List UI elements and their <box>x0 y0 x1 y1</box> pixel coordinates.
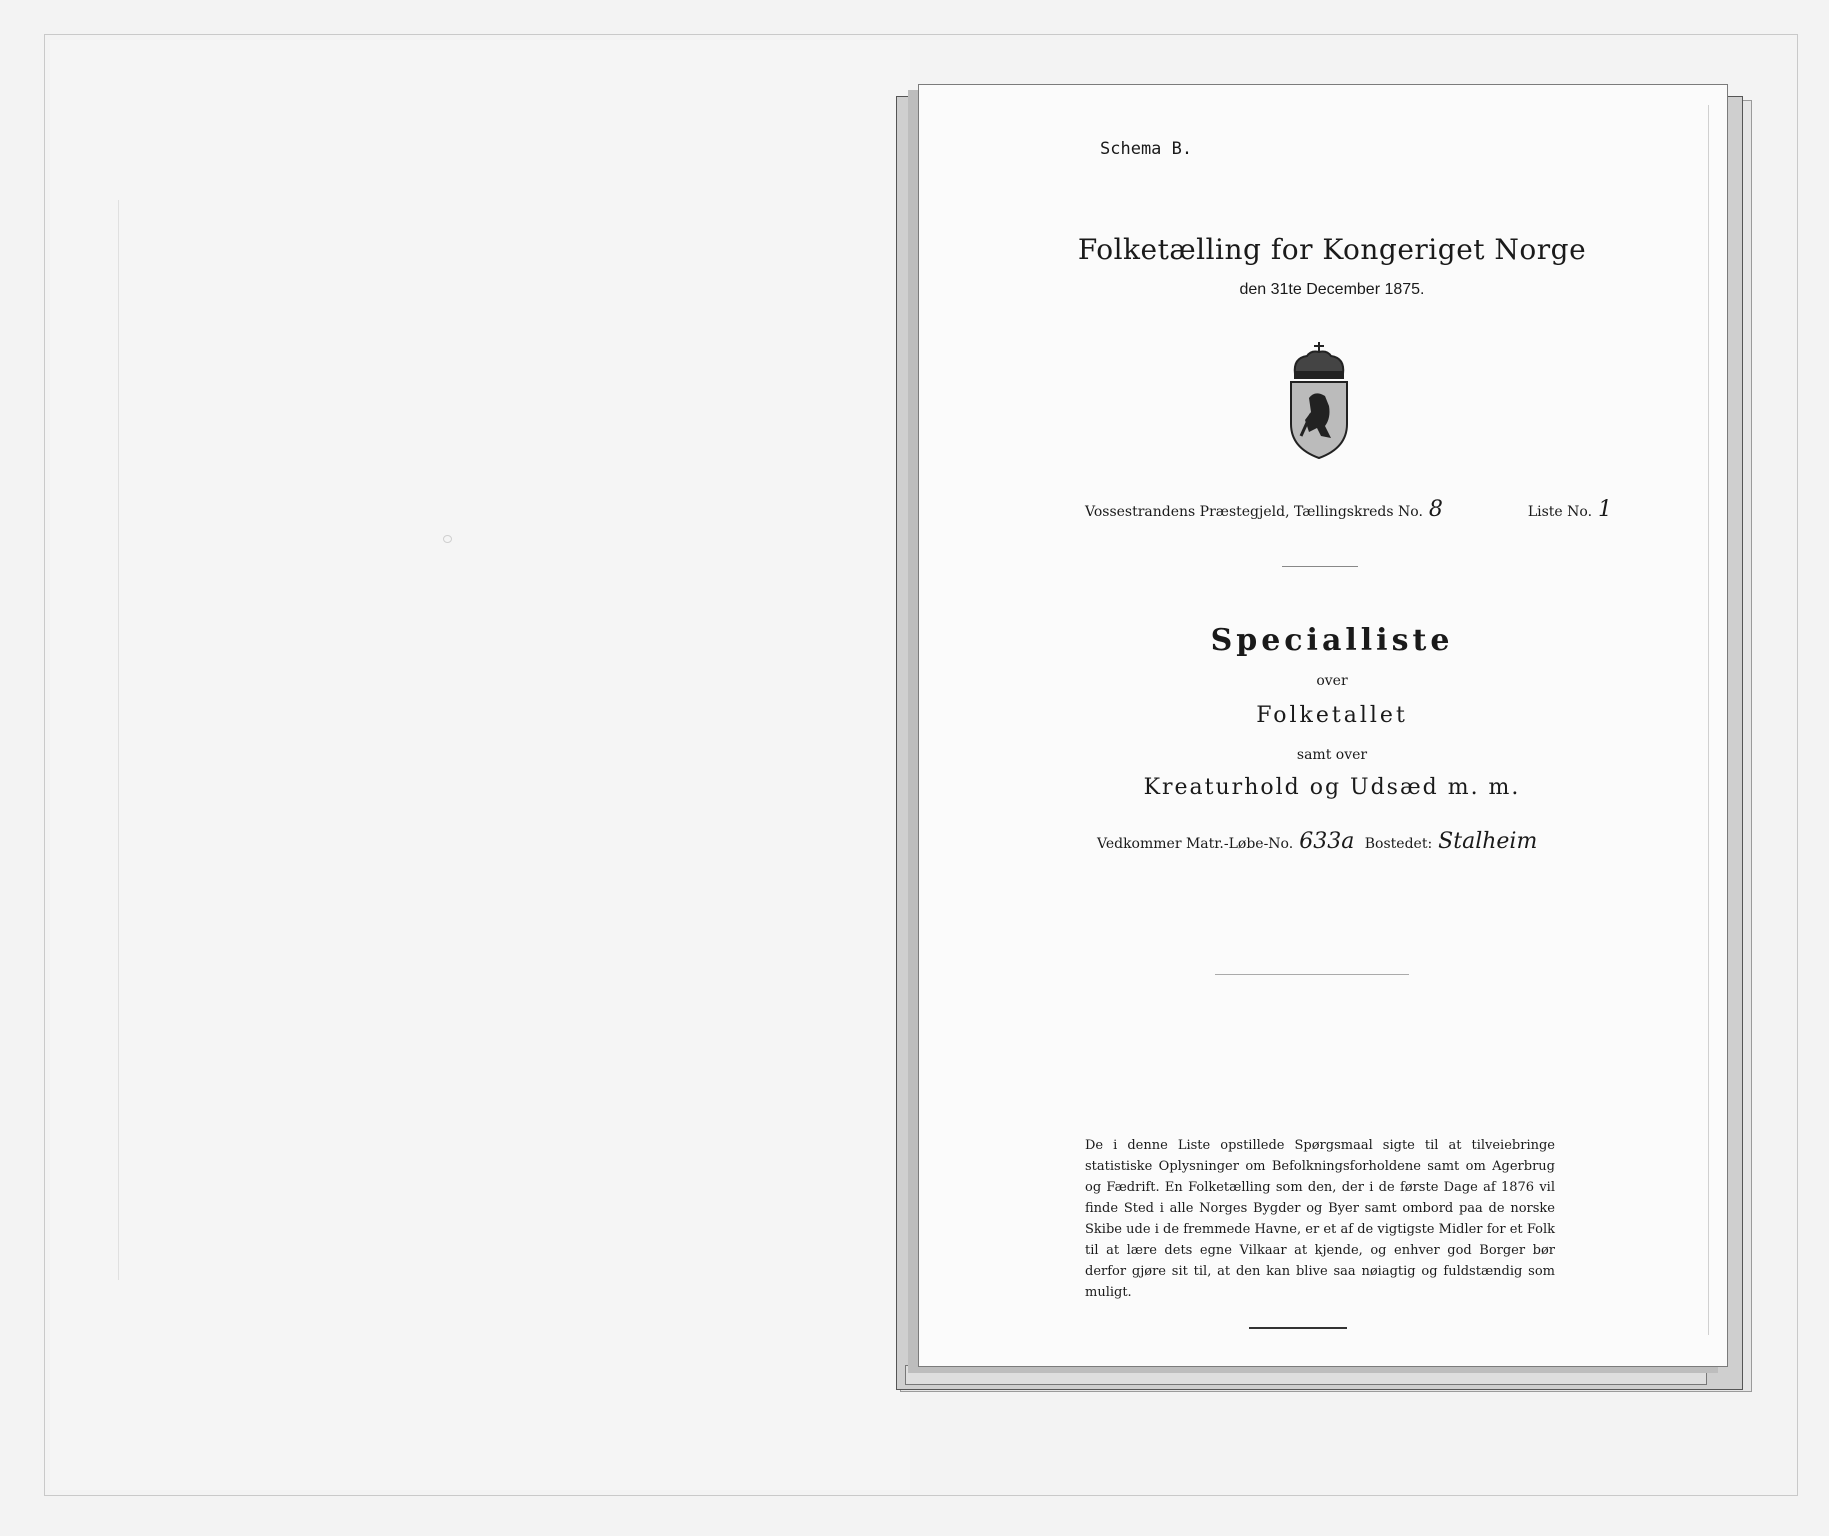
form-title: Folketælling for Kongeriget Norge <box>1077 233 1587 266</box>
norwegian-coat-of-arms-icon <box>1281 340 1357 462</box>
paper-speck <box>443 535 452 543</box>
over-text: over <box>1316 673 1348 689</box>
liste-number: 1 <box>1598 497 1613 522</box>
divider-rule-long <box>1215 974 1409 975</box>
folketallet-text: Folketallet <box>1256 703 1408 728</box>
prestegjeld-label: Vossestrandens Præstegjeld, Tællingskreds No. <box>1085 504 1423 520</box>
form-date: den 31te December 1875. <box>1239 281 1425 298</box>
footnote-paragraph: De i denne Liste opstillede Spørgsmaal sigte til at tilveiebringe statistiske Oplysninger om Befolkningsforholdene samt om Agerbrug og Fædrift. En Folketælling som den, der i de første Dage af 1876 vil finde Sted i alle Norges Bygder og Byer samt ombord paa de norske Skibe ude i de fremmede Havne, er et af de vigtigste Midler for et Folk til at lære dets egne Vilkaar at kjende, og enhver god Borger bør derfor gjøre sit til, at den kan blive saa nøiagtig og fuldstændig som muligt. <box>1085 1138 1555 1300</box>
matr-number: 633a <box>1299 829 1355 854</box>
divider-rule <box>1282 566 1358 567</box>
liste-label: Liste No. <box>1527 504 1593 520</box>
samt-over-text: samt over <box>1296 747 1368 763</box>
bottom-rule <box>1249 1327 1347 1329</box>
page-fold-line <box>118 200 119 1280</box>
schema-label: Schema B. <box>1100 139 1193 159</box>
district-line <box>1085 497 1618 522</box>
kreds-number: 8 <box>1428 497 1443 522</box>
census-form-sheet <box>918 84 1728 1367</box>
page-stack-bottom-edge <box>905 1365 1707 1385</box>
matr-label: Vedkommer Matr.-Løbe-No. <box>1097 836 1294 852</box>
matr-line <box>1097 829 1543 854</box>
bostedet-label: Bostedet: <box>1364 836 1433 852</box>
kreaturhold-text: Kreaturhold og Udsæd m. m. <box>1143 775 1521 800</box>
bostedet-value: Stalheim <box>1438 829 1538 854</box>
specialliste-heading: Specialliste <box>1210 623 1454 658</box>
left-blank-page <box>50 40 910 1490</box>
